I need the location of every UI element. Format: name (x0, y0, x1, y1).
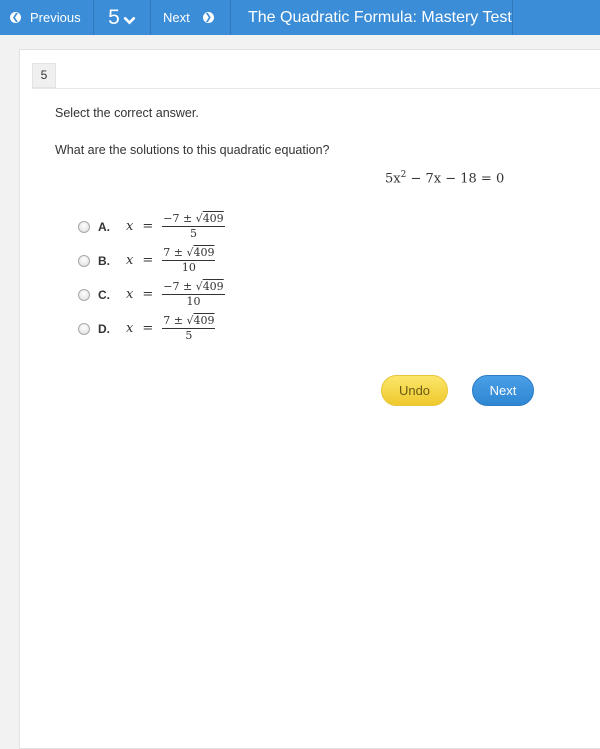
radio-button[interactable] (78, 289, 90, 301)
equation-exponent: 2 (400, 170, 407, 180)
numerator-prefix: −7 ± √ (163, 212, 203, 225)
next-nav-label: Next (163, 10, 190, 25)
choice-d[interactable] (78, 315, 215, 342)
choice-letter: D. (98, 321, 110, 336)
divider (32, 88, 600, 89)
arrow-left-circle-icon: ❮ (11, 12, 20, 22)
denominator: 10 (181, 261, 196, 274)
equals-sign: = (142, 253, 154, 268)
choice-letter: C. (98, 287, 110, 302)
variable: x (126, 219, 134, 234)
question-number-badge: 5 (32, 63, 56, 88)
equation-rest: − 7x − 18 = 0 (406, 171, 505, 187)
numerator-prefix: 7 ± √ (163, 314, 194, 327)
chevron-down-icon (123, 14, 136, 27)
denominator: 5 (185, 329, 193, 342)
radicand: 409 (202, 280, 224, 293)
radio-button[interactable] (78, 221, 90, 233)
next-nav-button[interactable] (151, 0, 231, 35)
next-button[interactable]: Next (472, 375, 534, 406)
radio-button[interactable] (78, 323, 90, 335)
numerator-prefix: 7 ± √ (163, 246, 194, 259)
fraction (162, 315, 215, 342)
numerator-prefix: −7 ± √ (163, 280, 203, 293)
choice-b[interactable] (78, 247, 215, 274)
question-number-dropdown[interactable] (94, 0, 151, 35)
fraction (162, 213, 224, 240)
undo-button[interactable]: Undo (381, 375, 448, 406)
variable: x (126, 287, 134, 302)
radicand: 409 (202, 212, 224, 225)
previous-button[interactable] (0, 0, 94, 35)
question-number: 5 (108, 5, 120, 29)
choice-letter: B. (98, 253, 110, 268)
question-card (19, 49, 600, 749)
radicand: 409 (193, 246, 215, 259)
radicand: 409 (193, 314, 215, 327)
denominator: 10 (186, 295, 201, 308)
instruction-text: Select the correct answer. (55, 106, 199, 120)
question-prompt: What are the solutions to this quadratic equation? (55, 143, 330, 157)
choice-letter: A. (98, 219, 110, 234)
equation-lead: 5x (385, 171, 401, 187)
equals-sign: = (142, 219, 154, 234)
radio-button[interactable] (78, 255, 90, 267)
quadratic-equation (385, 170, 504, 186)
variable: x (126, 253, 134, 268)
equals-sign: = (142, 287, 154, 302)
choice-c[interactable] (78, 281, 225, 308)
variable: x (126, 321, 134, 336)
fraction (162, 281, 224, 308)
previous-label: Previous (30, 10, 81, 25)
top-nav-bar (0, 0, 600, 35)
arrow-right-circle-icon: ❯ (204, 12, 212, 22)
equals-sign: = (142, 321, 154, 336)
choice-a[interactable] (78, 213, 225, 240)
fraction (162, 247, 215, 274)
test-title: The Quadratic Formula: Mastery Test (231, 0, 513, 35)
denominator: 5 (189, 227, 197, 240)
